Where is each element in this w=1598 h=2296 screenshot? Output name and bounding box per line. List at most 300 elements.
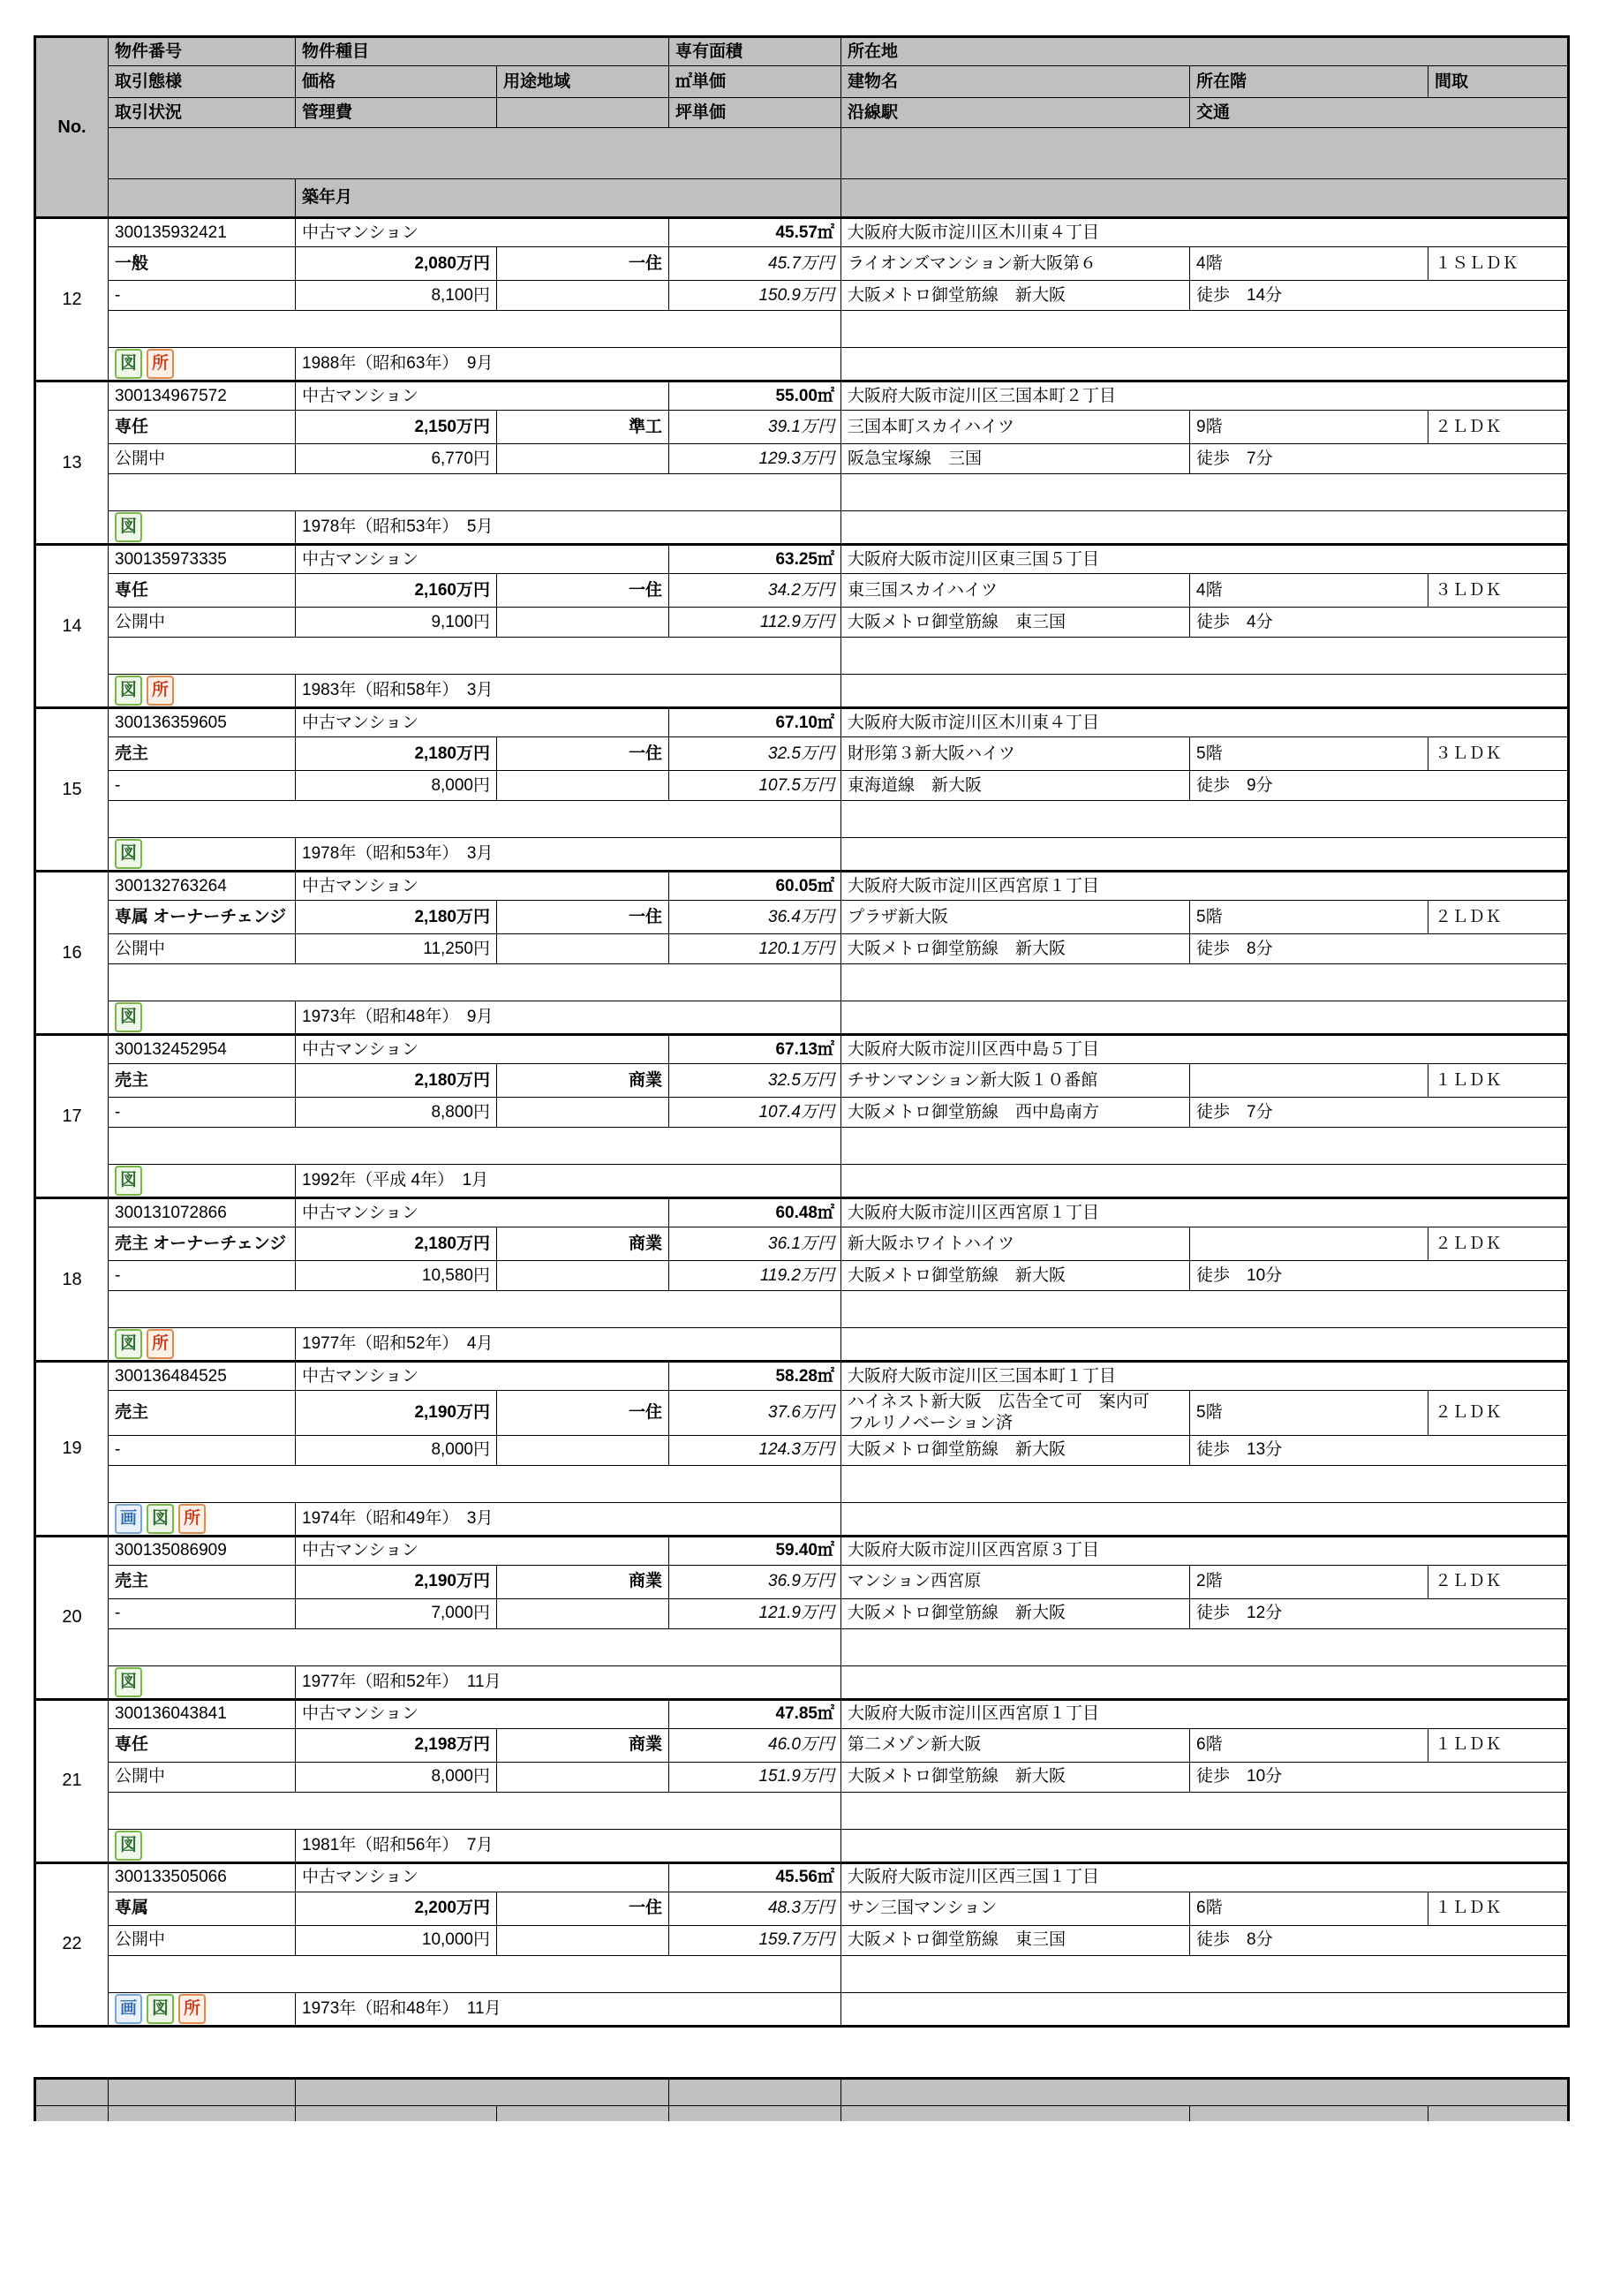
floor-cell: 5階 bbox=[1190, 737, 1428, 771]
status-cell: 公開中 bbox=[109, 608, 296, 638]
blank-cell-end bbox=[841, 1001, 1567, 1033]
building-name-cell: 新大阪ホワイトハイツ bbox=[841, 1227, 1190, 1261]
price-cell: 2,190万円 bbox=[296, 1391, 497, 1436]
tsubo-price-cell: 121.9万円 bbox=[669, 1599, 841, 1629]
floor-cell bbox=[1190, 1064, 1428, 1098]
price-cell: 2,180万円 bbox=[296, 1227, 497, 1261]
status-cell: - bbox=[109, 771, 296, 801]
blank-cell-end bbox=[841, 511, 1567, 543]
blank-cell-left bbox=[109, 311, 841, 348]
tsubo-price-cell: 129.3万円 bbox=[669, 444, 841, 474]
property-list-table bbox=[34, 35, 1570, 2028]
tsubo-price-cell: 150.9万円 bbox=[669, 281, 841, 311]
category-cell: 中古マンション bbox=[296, 1537, 669, 1566]
area-cell: 55.00㎡ bbox=[669, 382, 841, 411]
floor-cell: 2階 bbox=[1190, 1566, 1428, 1599]
empty-cell bbox=[497, 444, 669, 474]
partial-cell bbox=[109, 2106, 296, 2121]
floorplan-icon[interactable]: 図 bbox=[115, 1166, 142, 1196]
building-name-cell: 財形第３新大阪ハイツ bbox=[841, 737, 1190, 771]
record-number: 12 bbox=[36, 219, 109, 380]
blank-cell-end bbox=[841, 1328, 1567, 1360]
empty-cell bbox=[497, 1926, 669, 1956]
access-cell: 徒歩 8分 bbox=[1190, 934, 1567, 964]
tsubo-price-cell: 107.4万円 bbox=[669, 1098, 841, 1128]
blank-cell-right bbox=[841, 1793, 1567, 1830]
address-cell: 大阪府大阪市淀川区三国本町２丁目 bbox=[841, 382, 1567, 411]
header-access: 交通 bbox=[1190, 98, 1567, 128]
layout-cell: １ＬＤＫ bbox=[1428, 1892, 1567, 1926]
area-cell: 59.40㎡ bbox=[669, 1537, 841, 1566]
management-fee-cell: 7,000円 bbox=[296, 1599, 497, 1629]
blank-cell-left bbox=[109, 1956, 841, 1993]
sqm-price-cell: 48.3万円 bbox=[669, 1892, 841, 1926]
area-cell: 45.57㎡ bbox=[669, 219, 841, 247]
category-cell: 中古マンション bbox=[296, 1363, 669, 1391]
blank-cell-left bbox=[109, 1128, 841, 1165]
property-number-cell: 300136043841 bbox=[109, 1701, 296, 1729]
building-name-cell: ライオンズマンション新大阪第６ bbox=[841, 247, 1190, 281]
floor-cell: 5階 bbox=[1190, 1391, 1428, 1436]
category-cell: 中古マンション bbox=[296, 1864, 669, 1892]
header-status: 取引状況 bbox=[109, 98, 296, 128]
icon-box bbox=[109, 511, 296, 543]
floor-cell: 6階 bbox=[1190, 1729, 1428, 1763]
partial-cell bbox=[669, 2080, 841, 2106]
built-date-cell: 1992年（平成 4年） 1月 bbox=[296, 1165, 841, 1197]
transaction-type-cell: 売主 bbox=[109, 737, 296, 771]
location-map-icon[interactable]: 所 bbox=[178, 1994, 206, 2024]
header-building: 建物名 bbox=[841, 66, 1190, 98]
sqm-price-cell: 34.2万円 bbox=[669, 574, 841, 608]
record-number: 13 bbox=[36, 382, 109, 543]
management-fee-cell: 9,100円 bbox=[296, 608, 497, 638]
blank-cell-left bbox=[109, 1466, 841, 1503]
status-cell: - bbox=[109, 281, 296, 311]
property-number-cell: 300135086909 bbox=[109, 1537, 296, 1566]
header-fee: 管理費 bbox=[296, 98, 497, 128]
layout-cell: ３ＬＤＫ bbox=[1428, 574, 1567, 608]
property-number-cell: 300133505066 bbox=[109, 1864, 296, 1892]
management-fee-cell: 8,000円 bbox=[296, 1436, 497, 1466]
record-number: 22 bbox=[36, 1864, 109, 2025]
area-cell: 67.13㎡ bbox=[669, 1036, 841, 1064]
record-number: 16 bbox=[36, 872, 109, 1033]
price-cell: 2,160万円 bbox=[296, 574, 497, 608]
blank-cell-right bbox=[841, 964, 1567, 1001]
area-cell: 47.85㎡ bbox=[669, 1701, 841, 1729]
icon-box bbox=[109, 1993, 296, 2025]
transaction-type-cell: 売主 オーナーチェンジ bbox=[109, 1227, 296, 1261]
category-cell: 中古マンション bbox=[296, 219, 669, 247]
floor-cell: 4階 bbox=[1190, 247, 1428, 281]
address-cell: 大阪府大阪市淀川区西三国１丁目 bbox=[841, 1864, 1567, 1892]
record-number: 19 bbox=[36, 1363, 109, 1535]
header-sqm-price: ㎡単価 bbox=[669, 66, 841, 98]
empty-cell bbox=[497, 1261, 669, 1291]
price-cell: 2,180万円 bbox=[296, 901, 497, 934]
property-number-cell: 300135973335 bbox=[109, 546, 296, 574]
category-cell: 中古マンション bbox=[296, 546, 669, 574]
location-map-icon[interactable]: 所 bbox=[178, 1504, 206, 1534]
transaction-type-cell: 売主 bbox=[109, 1064, 296, 1098]
header-zoning: 用途地域 bbox=[497, 66, 669, 98]
blank-cell-right bbox=[841, 311, 1567, 348]
blank-cell-right bbox=[841, 1629, 1567, 1666]
area-cell: 67.10㎡ bbox=[669, 709, 841, 737]
listing-record bbox=[36, 872, 1567, 1036]
area-cell: 45.56㎡ bbox=[669, 1864, 841, 1892]
sqm-price-cell: 36.9万円 bbox=[669, 1566, 841, 1599]
photo-icon[interactable]: 画 bbox=[115, 1994, 142, 2024]
floorplan-icon[interactable]: 図 bbox=[115, 839, 142, 869]
transaction-type-cell: 一般 bbox=[109, 247, 296, 281]
transaction-type-cell: 売主 bbox=[109, 1391, 296, 1436]
listings-body bbox=[36, 219, 1567, 2025]
status-cell: - bbox=[109, 1436, 296, 1466]
transaction-type-cell: 専属 bbox=[109, 1892, 296, 1926]
icon-box bbox=[109, 1503, 296, 1535]
sqm-price-cell: 46.0万円 bbox=[669, 1729, 841, 1763]
icon-box bbox=[109, 348, 296, 380]
sqm-price-cell: 45.7万円 bbox=[669, 247, 841, 281]
building-name-cell: マンション西宮原 bbox=[841, 1566, 1190, 1599]
station-cell: 大阪メトロ御堂筋線 新大阪 bbox=[841, 1436, 1190, 1466]
management-fee-cell: 8,800円 bbox=[296, 1098, 497, 1128]
partial-cell bbox=[841, 2080, 1567, 2106]
floorplan-icon[interactable]: 図 bbox=[115, 1002, 142, 1032]
floorplan-icon[interactable]: 図 bbox=[115, 512, 142, 542]
partial-cell bbox=[36, 2106, 109, 2121]
zoning-cell: 一住 bbox=[497, 737, 669, 771]
floor-cell: 9階 bbox=[1190, 411, 1428, 444]
empty-cell bbox=[497, 1098, 669, 1128]
tsubo-price-cell: 119.2万円 bbox=[669, 1261, 841, 1291]
header-transaction-type: 取引態様 bbox=[109, 66, 296, 98]
building-name-cell: ハイネスト新大阪 広告全て可 案内可 フルリノベーション済 bbox=[841, 1391, 1190, 1436]
price-cell: 2,198万円 bbox=[296, 1729, 497, 1763]
blank-cell-end bbox=[841, 1830, 1567, 1862]
blank-cell-left bbox=[109, 1629, 841, 1666]
partial-header-row2 bbox=[36, 2106, 1567, 2121]
tsubo-price-cell: 120.1万円 bbox=[669, 934, 841, 964]
blank-cell-right bbox=[841, 801, 1567, 838]
icon-box bbox=[109, 1666, 296, 1698]
access-cell: 徒歩 7分 bbox=[1190, 444, 1567, 474]
station-cell: 大阪メトロ御堂筋線 東三国 bbox=[841, 608, 1190, 638]
record-number: 17 bbox=[36, 1036, 109, 1197]
empty-cell bbox=[497, 771, 669, 801]
header-blank-right bbox=[841, 128, 1567, 179]
blank-cell-end bbox=[841, 838, 1567, 870]
blank-cell-end bbox=[841, 675, 1567, 706]
blank-cell-end bbox=[841, 1993, 1567, 2025]
blank-cell-left bbox=[109, 964, 841, 1001]
listing-record bbox=[36, 1363, 1567, 1537]
tsubo-price-cell: 159.7万円 bbox=[669, 1926, 841, 1956]
icon-box bbox=[109, 675, 296, 706]
partial-cell bbox=[1428, 2106, 1567, 2121]
blank-cell-left bbox=[109, 1291, 841, 1328]
zoning-cell: 準工 bbox=[497, 411, 669, 444]
zoning-cell: 一住 bbox=[497, 1391, 669, 1436]
partial-cell bbox=[109, 2080, 296, 2106]
floor-cell: 4階 bbox=[1190, 574, 1428, 608]
built-date-cell: 1988年（昭和63年） 9月 bbox=[296, 348, 841, 380]
price-cell: 2,180万円 bbox=[296, 737, 497, 771]
floorplan-icon[interactable]: 図 bbox=[115, 676, 142, 706]
area-cell: 58.28㎡ bbox=[669, 1363, 841, 1391]
category-cell: 中古マンション bbox=[296, 382, 669, 411]
header-blank-left bbox=[109, 128, 841, 179]
partial-cell bbox=[497, 2106, 669, 2121]
layout-cell: ２ＬＤＫ bbox=[1428, 1391, 1567, 1436]
address-cell: 大阪府大阪市淀川区木川東４丁目 bbox=[841, 219, 1567, 247]
address-cell: 大阪府大阪市淀川区西宮原１丁目 bbox=[841, 1701, 1567, 1729]
price-cell: 2,180万円 bbox=[296, 1064, 497, 1098]
icon-box bbox=[109, 1830, 296, 1862]
area-cell: 63.25㎡ bbox=[669, 546, 841, 574]
floorplan-icon[interactable]: 図 bbox=[147, 1994, 174, 2024]
empty-cell bbox=[497, 1763, 669, 1793]
blank-cell-left bbox=[109, 1793, 841, 1830]
header-price: 価格 bbox=[296, 66, 497, 98]
built-date-cell: 1977年（昭和52年） 4月 bbox=[296, 1328, 841, 1360]
layout-cell: １ＬＤＫ bbox=[1428, 1729, 1567, 1763]
access-cell: 徒歩 9分 bbox=[1190, 771, 1567, 801]
layout-cell: ２ＬＤＫ bbox=[1428, 901, 1567, 934]
building-name-cell: チサンマンション新大阪１０番館 bbox=[841, 1064, 1190, 1098]
access-cell: 徒歩 12分 bbox=[1190, 1599, 1567, 1629]
zoning-cell: 一住 bbox=[497, 574, 669, 608]
built-date-cell: 1981年（昭和56年） 7月 bbox=[296, 1830, 841, 1862]
blank-cell-end bbox=[841, 1503, 1567, 1535]
floor-cell bbox=[1190, 1227, 1428, 1261]
management-fee-cell: 11,250円 bbox=[296, 934, 497, 964]
blank-cell-left bbox=[109, 638, 841, 675]
access-cell: 徒歩 8分 bbox=[1190, 1926, 1567, 1956]
record-number: 20 bbox=[36, 1537, 109, 1698]
access-cell: 徒歩 10分 bbox=[1190, 1763, 1567, 1793]
blank-cell-end bbox=[841, 1666, 1567, 1698]
tsubo-price-cell: 107.5万円 bbox=[669, 771, 841, 801]
transaction-type-cell: 専属 オーナーチェンジ bbox=[109, 901, 296, 934]
listing-record bbox=[36, 1036, 1567, 1199]
station-cell: 大阪メトロ御堂筋線 新大阪 bbox=[841, 1599, 1190, 1629]
sqm-price-cell: 32.5万円 bbox=[669, 1064, 841, 1098]
blank-cell-left bbox=[109, 801, 841, 838]
page bbox=[0, 35, 1598, 2296]
icon-box bbox=[109, 838, 296, 870]
area-cell: 60.05㎡ bbox=[669, 872, 841, 901]
address-cell: 大阪府大阪市淀川区西宮原１丁目 bbox=[841, 1199, 1567, 1227]
price-cell: 2,080万円 bbox=[296, 247, 497, 281]
header-floor: 所在階 bbox=[1190, 66, 1428, 98]
blank-cell-end bbox=[841, 348, 1567, 380]
listing-record bbox=[36, 219, 1567, 382]
location-map-icon[interactable]: 所 bbox=[147, 676, 174, 706]
property-number-cell: 300135932421 bbox=[109, 219, 296, 247]
sqm-price-cell: 36.4万円 bbox=[669, 901, 841, 934]
built-date-cell: 1977年（昭和52年） 11月 bbox=[296, 1666, 841, 1698]
record-number: 18 bbox=[36, 1199, 109, 1360]
tsubo-price-cell: 112.9万円 bbox=[669, 608, 841, 638]
property-number-cell: 300134967572 bbox=[109, 382, 296, 411]
header-icons-blank bbox=[109, 179, 296, 216]
header-built-blank bbox=[841, 179, 1567, 216]
built-date-cell: 1978年（昭和53年） 3月 bbox=[296, 838, 841, 870]
zoning-cell: 一住 bbox=[497, 1892, 669, 1926]
photo-icon[interactable]: 画 bbox=[115, 1504, 142, 1534]
building-name-cell: 三国本町スカイハイツ bbox=[841, 411, 1190, 444]
floor-cell: 5階 bbox=[1190, 901, 1428, 934]
floorplan-icon[interactable]: 図 bbox=[115, 349, 142, 379]
listing-record bbox=[36, 1864, 1567, 2025]
empty-cell bbox=[497, 1436, 669, 1466]
layout-cell: １ＬＤＫ bbox=[1428, 1064, 1567, 1098]
transaction-type-cell: 専任 bbox=[109, 1729, 296, 1763]
price-cell: 2,150万円 bbox=[296, 411, 497, 444]
partial-cell bbox=[1190, 2106, 1428, 2121]
management-fee-cell: 10,580円 bbox=[296, 1261, 497, 1291]
status-cell: 公開中 bbox=[109, 1763, 296, 1793]
built-date-cell: 1974年（昭和49年） 3月 bbox=[296, 1503, 841, 1535]
property-number-cell: 300136359605 bbox=[109, 709, 296, 737]
partial-cell bbox=[296, 2106, 497, 2121]
station-cell: 阪急宝塚線 三国 bbox=[841, 444, 1190, 474]
listing-record bbox=[36, 1199, 1567, 1363]
blank-cell-right bbox=[841, 1291, 1567, 1328]
location-map-icon[interactable]: 所 bbox=[147, 349, 174, 379]
access-cell: 徒歩 14分 bbox=[1190, 281, 1567, 311]
header-property-no: 物件番号 bbox=[109, 38, 296, 66]
floor-cell: 6階 bbox=[1190, 1892, 1428, 1926]
building-name-cell: プラザ新大阪 bbox=[841, 901, 1190, 934]
layout-cell: １ＳＬＤＫ bbox=[1428, 247, 1567, 281]
blank-cell-right bbox=[841, 1956, 1567, 1993]
zoning-cell: 商業 bbox=[497, 1566, 669, 1599]
location-map-icon[interactable]: 所 bbox=[147, 1329, 174, 1359]
station-cell: 大阪メトロ御堂筋線 新大阪 bbox=[841, 281, 1190, 311]
partial-header-row1 bbox=[36, 2080, 1567, 2106]
station-cell: 大阪メトロ御堂筋線 東三国 bbox=[841, 1926, 1190, 1956]
zoning-cell: 商業 bbox=[497, 1064, 669, 1098]
record-number: 21 bbox=[36, 1701, 109, 1862]
empty-cell bbox=[497, 608, 669, 638]
zoning-cell: 一住 bbox=[497, 247, 669, 281]
blank-cell-end bbox=[841, 1165, 1567, 1197]
status-cell: - bbox=[109, 1261, 296, 1291]
layout-cell: ２ＬＤＫ bbox=[1428, 411, 1567, 444]
management-fee-cell: 8,000円 bbox=[296, 1763, 497, 1793]
station-cell: 東海道線 新大阪 bbox=[841, 771, 1190, 801]
header-layout: 間取 bbox=[1428, 66, 1567, 98]
built-date-cell: 1973年（昭和48年） 11月 bbox=[296, 1993, 841, 2025]
address-cell: 大阪府大阪市淀川区西宮原３丁目 bbox=[841, 1537, 1567, 1566]
listing-record bbox=[36, 1537, 1567, 1701]
listing-record bbox=[36, 1701, 1567, 1864]
transaction-type-cell: 専任 bbox=[109, 574, 296, 608]
blank-cell-right bbox=[841, 1466, 1567, 1503]
record-number: 14 bbox=[36, 546, 109, 706]
record-number: 15 bbox=[36, 709, 109, 870]
blank-cell-right bbox=[841, 638, 1567, 675]
category-cell: 中古マンション bbox=[296, 872, 669, 901]
listing-record bbox=[36, 709, 1567, 872]
tsubo-price-cell: 151.9万円 bbox=[669, 1763, 841, 1793]
building-name-cell: サン三国マンション bbox=[841, 1892, 1190, 1926]
icon-box bbox=[109, 1328, 296, 1360]
zoning-cell: 商業 bbox=[497, 1227, 669, 1261]
listing-record bbox=[36, 382, 1567, 546]
listing-record bbox=[36, 546, 1567, 709]
property-number-cell: 300132452954 bbox=[109, 1036, 296, 1064]
category-cell: 中古マンション bbox=[296, 1036, 669, 1064]
icon-box bbox=[109, 1165, 296, 1197]
address-cell: 大阪府大阪市淀川区西宮原１丁目 bbox=[841, 872, 1567, 901]
tsubo-price-cell: 124.3万円 bbox=[669, 1436, 841, 1466]
blank-cell-right bbox=[841, 474, 1567, 511]
floorplan-icon[interactable]: 図 bbox=[147, 1504, 174, 1534]
status-cell: - bbox=[109, 1599, 296, 1629]
area-cell: 60.48㎡ bbox=[669, 1199, 841, 1227]
sqm-price-cell: 37.6万円 bbox=[669, 1391, 841, 1436]
header-address: 所在地 bbox=[841, 38, 1567, 66]
zoning-cell: 商業 bbox=[497, 1729, 669, 1763]
partial-cell bbox=[296, 2080, 669, 2106]
floorplan-icon[interactable]: 図 bbox=[115, 1667, 142, 1697]
sqm-price-cell: 32.5万円 bbox=[669, 737, 841, 771]
built-date-cell: 1978年（昭和53年） 5月 bbox=[296, 511, 841, 543]
transaction-type-cell: 売主 bbox=[109, 1566, 296, 1599]
price-cell: 2,190万円 bbox=[296, 1566, 497, 1599]
address-cell: 大阪府大阪市淀川区東三国５丁目 bbox=[841, 546, 1567, 574]
status-cell: 公開中 bbox=[109, 1926, 296, 1956]
header-area: 専有面積 bbox=[669, 38, 841, 66]
empty-cell bbox=[497, 1599, 669, 1629]
station-cell: 大阪メトロ御堂筋線 西中島南方 bbox=[841, 1098, 1190, 1128]
property-number-cell: 300131072866 bbox=[109, 1199, 296, 1227]
header-built: 築年月 bbox=[296, 179, 841, 216]
access-cell: 徒歩 7分 bbox=[1190, 1098, 1567, 1128]
category-cell: 中古マンション bbox=[296, 1701, 669, 1729]
zoning-cell: 一住 bbox=[497, 901, 669, 934]
category-cell: 中古マンション bbox=[296, 709, 669, 737]
header-no: No. bbox=[36, 38, 109, 216]
access-cell: 徒歩 4分 bbox=[1190, 608, 1567, 638]
layout-cell: ３ＬＤＫ bbox=[1428, 737, 1567, 771]
station-cell: 大阪メトロ御堂筋線 新大阪 bbox=[841, 1261, 1190, 1291]
sqm-price-cell: 36.1万円 bbox=[669, 1227, 841, 1261]
access-cell: 徒歩 10分 bbox=[1190, 1261, 1567, 1291]
transaction-type-cell: 専任 bbox=[109, 411, 296, 444]
floorplan-icon[interactable]: 図 bbox=[115, 1329, 142, 1359]
header-category: 物件種目 bbox=[296, 38, 669, 66]
next-page-header-partial bbox=[34, 2077, 1570, 2121]
building-name-cell: 東三国スカイハイツ bbox=[841, 574, 1190, 608]
property-number-cell: 300132763264 bbox=[109, 872, 296, 901]
partial-cell bbox=[669, 2106, 841, 2121]
status-cell: 公開中 bbox=[109, 444, 296, 474]
building-name-cell: 第二メゾン新大阪 bbox=[841, 1729, 1190, 1763]
blank-cell-right bbox=[841, 1128, 1567, 1165]
header-empty bbox=[497, 98, 669, 128]
layout-cell: ２ＬＤＫ bbox=[1428, 1227, 1567, 1261]
address-cell: 大阪府大阪市淀川区三国本町１丁目 bbox=[841, 1363, 1567, 1391]
header-station: 沿線駅 bbox=[841, 98, 1190, 128]
partial-cell bbox=[841, 2106, 1190, 2121]
floorplan-icon[interactable]: 図 bbox=[115, 1831, 142, 1861]
